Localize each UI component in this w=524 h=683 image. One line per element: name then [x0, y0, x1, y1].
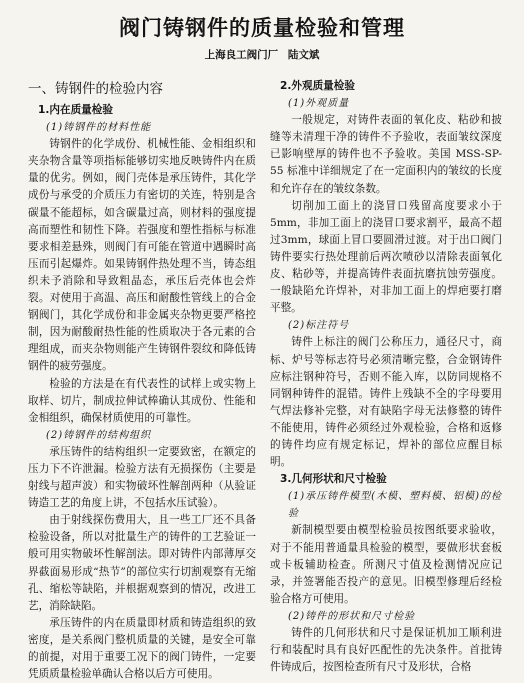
author-line: 上海良工阀门厂 陆文斌 — [204, 49, 320, 61]
subsection-heading: 2.外观质量检验 — [280, 80, 355, 92]
subsubsection-heading: (1)铸钢件的材料性能 — [46, 122, 152, 134]
paragraph: 新制模型要由模型检验员按图纸要求验收，对于不能用普通量具检验的模型，要做形状套板或卡板辅助检查。所测尺寸值及检测情况应记录，并签署能否投产的意见。旧模型修理后经检验合格方可使用。 — [270, 524, 502, 605]
paragraph: 一般规定，对铸件表面的氧化皮、粘砂和披缝等未清理干净的铸件不予验收，表面皱纹深度已影响壁厚的铸件也不予验收。美国 MSS-SP-55 标准中详细规定了在一定面积内的皱纹的长度和允许存在的皱纹条数。 — [270, 114, 502, 195]
subsubsection-heading: (1)承压铸件模型(木模、塑料模、铝模)的检验 — [288, 491, 502, 520]
paragraph: 铸件上标注的阀门公称压力，通径尺寸，商标、炉号等标志符号必须清晰完整，合金钢铸件应标注钢种符号，否则不能入库，以防同规格不同钢种铸件的混错。铸件上残缺不全的字母要用气焊法修补完整，对有缺陷字母无法修整的铸件不能使用，铸件必须经过外观检验，合格和返修的铸件均应有规定标记，焊补的部位应醒目标明。 — [270, 336, 502, 469]
left-column — [28, 78, 256, 681]
paragraph: 由于射线探伤费用大，且一些工厂还不具备检验设备，所以对批量生产的铸件的工艺验证一般可用实物破坏性解剖法。即对铸件内部薄厚交界截面易形成“热节”的部位实行切割观察有无缩孔、缩松等缺陷，并根据观察到的情况，改进工艺，消除缺陷。 — [28, 514, 256, 612]
section-heading: 一、铸钢件的检验内容 — [28, 81, 163, 97]
paragraph: 铸钢件的化学成份、机械性能、金相组织和夹杂物含量等项指标能够切实地反映铸件内在质量的优劣。例如，阀门壳体是承压铸件，其化学成份与承受的介质压力有密切的关连，特别是含碳量不能超标，如含碳量过高，则材料的强度提高而塑性和韧性下降。若强度和塑性指标与标准要求相差悬殊，则阀门有可能在管道中遇瞬时高压而引起爆炸。如果铸钢件热处理不当，铸态组织未予消除和导致粗晶态，承压后壳体也会炸裂。对使用于高温、高压和耐酸性管线上的合金钢阀门，其化学成份和非金属夹杂物更要严格控制，因为耐酸耐热性能的性质取决于各元素的合理组成，而夹杂物则能产生铸钢件裂纹和降低铸钢件的疲劳强度。 — [28, 138, 256, 373]
subsubsection-heading: (1)外观质量 — [288, 98, 350, 110]
paragraph: 铸件的几何形状和尺寸是保证机加工顺利进行和装配时具有良好匹配性的先决条件。首批铸件铸成后，按图检查所有尺寸及形状，合格 — [270, 627, 502, 674]
subsubsection-heading: (2)标注符号 — [288, 320, 350, 332]
page-title: 阀门铸钢件的质量检验和管理 — [119, 16, 405, 40]
paragraph: 检验的方法是在有代表性的试样上或实物上取样、切片，制成拉伸试棒确认其成份、性能和金相组织，确保材质使用的可靠性。 — [28, 377, 256, 424]
subsection-heading: 3.几何形状和尺寸检验 — [280, 473, 387, 486]
paragraph: 承压铸件的内在质量即材质和铸造组织的致密度，是关系阀门整机质量的关键，是安全可靠的前提，对用于重要工况下的阀门铸件，一定要凭质质量检验单确认合格以后方可使用。 — [28, 616, 256, 681]
right-column — [270, 78, 502, 674]
paragraph: 切削加工面上的浇冒口残留高度要求小于5mm，非加工面上的浇冒口要求割平，最高不超过3mm，球面上冒口要圆滑过渡。对于出口阀门铸件要实行热处理前后两次喷砂以清除表面氧化皮、粘砂等，并提高铸件表面抗磨抗蚀劳强度。一般缺陷允许焊补，对非加工面上的焊疤要打磨平整。 — [270, 199, 502, 315]
subsubsection-heading: (2)铸钢件的结构组织 — [46, 429, 152, 441]
paragraph: 承压铸件的结构组织一定要致密，在额定的压力下不许泄漏。检验方法有无损探伤（主要是射线与超声波）和实物破坏性解剖两种（从验证铸造工艺的角度上讲，不包括水压试验）。 — [28, 445, 256, 510]
subsection-heading: 1.内在质量检验 — [38, 104, 113, 116]
subsubsection-heading: (2)铸件的形状和尺寸检验 — [288, 610, 416, 622]
